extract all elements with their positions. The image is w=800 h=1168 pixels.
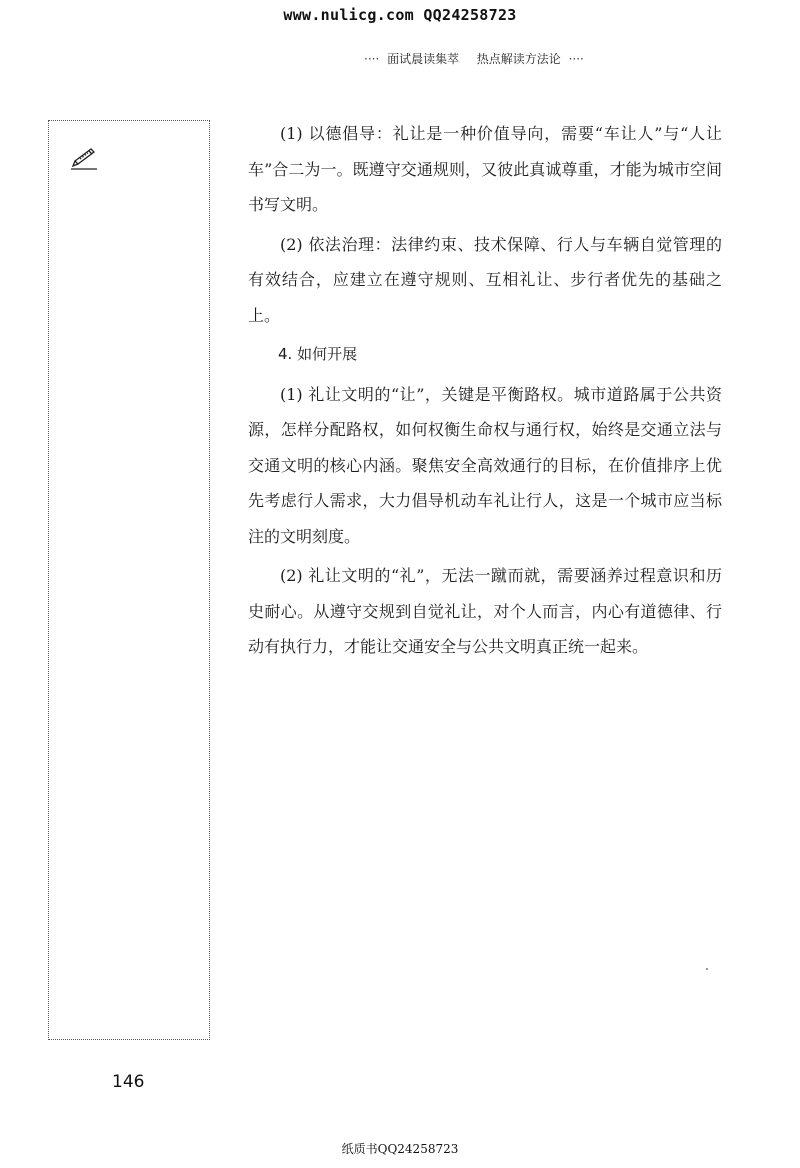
section-heading-how-to: 4. 如何开展 (278, 345, 358, 363)
paragraph-right-of-way: (1) 礼让文明的“让”，关键是平衡路权。城市道路属于公共资源，怎样分配路权，如何权衡生命权与通行权，始终是交通立法与交通文明的核心内涵。聚焦安全高效通行的目标，在价值排序上优先考虑行人需求，大力倡导机动车礼让行人，这是一个城市应当标注的文明刻度。 (248, 384, 722, 546)
notes-margin-panel (48, 120, 210, 1040)
page-number: 146 (112, 1072, 145, 1092)
header-right-dots: ···· (568, 52, 584, 66)
pen-writing-icon (69, 143, 99, 171)
header-book-title: 面试晨读集萃 (387, 52, 460, 66)
running-header (360, 50, 588, 67)
paragraph-moral-advocacy: (1) 以德倡导：礼让是一种价值导向，需要“车让人”与“人让车”合二为一。既遵守交通规则，又彼此真诚尊重，才能为城市空间书写文明。 (248, 124, 722, 214)
paragraph-courtesy: (2) 礼让文明的“礼”，无法一蹴而就，需要涵养过程意识和历史耐心。从遵守交规到自觉礼让，对个人而言，内心有道德律、行动有执行力，才能让交通安全与公共文明真正统一起来。 (248, 566, 722, 656)
corner-mark (706, 968, 708, 970)
watermark-top: www.nulicg.com QQ24258723 (283, 6, 517, 24)
main-text (248, 116, 722, 669)
header-left-dots: ···· (364, 52, 380, 66)
watermark-bottom: 纸质书QQ24258723 (341, 1142, 459, 1156)
header-section-title: 热点解读方法论 (476, 52, 561, 66)
paragraph-law-governance: (2) 依法治理：法律约束、技术保障、行人与车辆自觉管理的有效结合，应建立在遵守规则、互相礼让、步行者优先的基础之上。 (248, 234, 722, 325)
